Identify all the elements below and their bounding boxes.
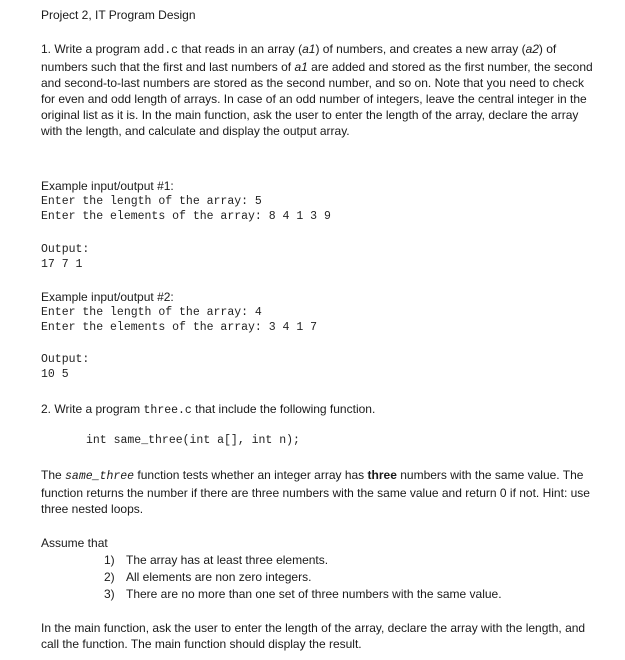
problem-2-desc-c: numbers with the same value. The function returns the number if there are three numbers with the same value and return 0 if not. Hint: use three nested loops.: [41, 468, 590, 516]
example-1-label: [41, 178, 597, 194]
list-item-text: There are no more than one set of three numbers with the same value.: [126, 587, 502, 601]
var-a1-ref: a1: [294, 60, 308, 74]
problem-2-text-a: Write a program: [54, 402, 141, 416]
list-item-number: 2): [104, 570, 115, 584]
example-2-input: [41, 305, 597, 335]
assume-label-text: Assume that: [41, 536, 108, 550]
list-item: [104, 586, 584, 603]
assumptions-list: [104, 552, 584, 603]
example-1-output-label: Output:: [41, 243, 90, 256]
problem-1-filename: add.c: [143, 44, 179, 57]
example-1-output-value: 17 7 1: [41, 258, 83, 271]
function-signature: [86, 433, 566, 448]
list-item-text: The array has at least three elements.: [126, 553, 329, 567]
var-a1: a1: [302, 42, 316, 56]
problem-2-intro: [41, 401, 597, 419]
example-2-line-2: Enter the elements of the array: 3 4 1 7: [41, 321, 318, 334]
list-item: [104, 569, 584, 586]
example-2-output: [41, 352, 597, 382]
problem-2-desc-b: function tests whether an integer array has: [137, 468, 365, 482]
title-text: Project 2, IT Program Design: [41, 8, 196, 22]
example-2-output-label: Output:: [41, 353, 90, 366]
var-a2: a2: [525, 42, 539, 56]
problem-1-text-e: are added and stored as the first number, the second and second-to-last numbers are stored as the second number, and so on. Note that you need to check for even and odd length of arrays. In case of an odd number of integers, leave the central integer in the original list as it is. In the main function, ask the user to enter the length of the array, declare the array with the length, and calculate and display the output array.: [41, 60, 593, 138]
problem-2-description: [41, 467, 597, 517]
example-2-output-value: 10 5: [41, 368, 69, 381]
list-item-number: 3): [104, 587, 115, 601]
example-2-label-text: Example input/output #2:: [41, 290, 174, 304]
problem-1-description: [41, 41, 597, 139]
list-item: [104, 552, 584, 569]
problem-1-number: 1.: [41, 42, 52, 56]
list-item-number: 1): [104, 553, 115, 567]
problem-2-text-b: that include the following function.: [195, 402, 376, 416]
problem-1-text-a: Write a program: [54, 42, 141, 56]
example-2-label: [41, 289, 597, 305]
example-1-line-2: Enter the elements of the array: 8 4 1 3 9: [41, 210, 331, 223]
example-1-line-1: Enter the length of the array: 5: [41, 195, 262, 208]
problem-1-text-c: ) of numbers, and creates a new array (: [315, 42, 526, 56]
example-2-line-1: Enter the length of the array: 4: [41, 306, 262, 319]
function-signature-text: int same_three(int a[], int n);: [86, 434, 300, 447]
problem-1-text-b: that reads in an array (: [181, 42, 303, 56]
problem-2-desc-bold: three: [367, 468, 397, 482]
problem-2-desc-a: The: [41, 468, 62, 482]
list-item-text: All elements are non zero integers.: [126, 570, 312, 584]
problem-2-number: 2.: [41, 402, 52, 416]
problem-2-filename: three.c: [143, 404, 192, 417]
page-title: [41, 7, 597, 23]
example-1-input: [41, 194, 597, 224]
function-name: same_three: [65, 470, 135, 483]
example-1-output: [41, 242, 597, 272]
main-function-text: In the main function, ask the user to enter the length of the array, declare the array with the length, and call the function. The main function should display the result.: [41, 621, 586, 651]
problem-1-text-d: ) of numbers such that the first and last numbers of: [41, 42, 557, 74]
main-function-description: [41, 620, 597, 652]
example-1-label-text: Example input/output #1:: [41, 179, 174, 193]
assume-label: [41, 535, 597, 551]
